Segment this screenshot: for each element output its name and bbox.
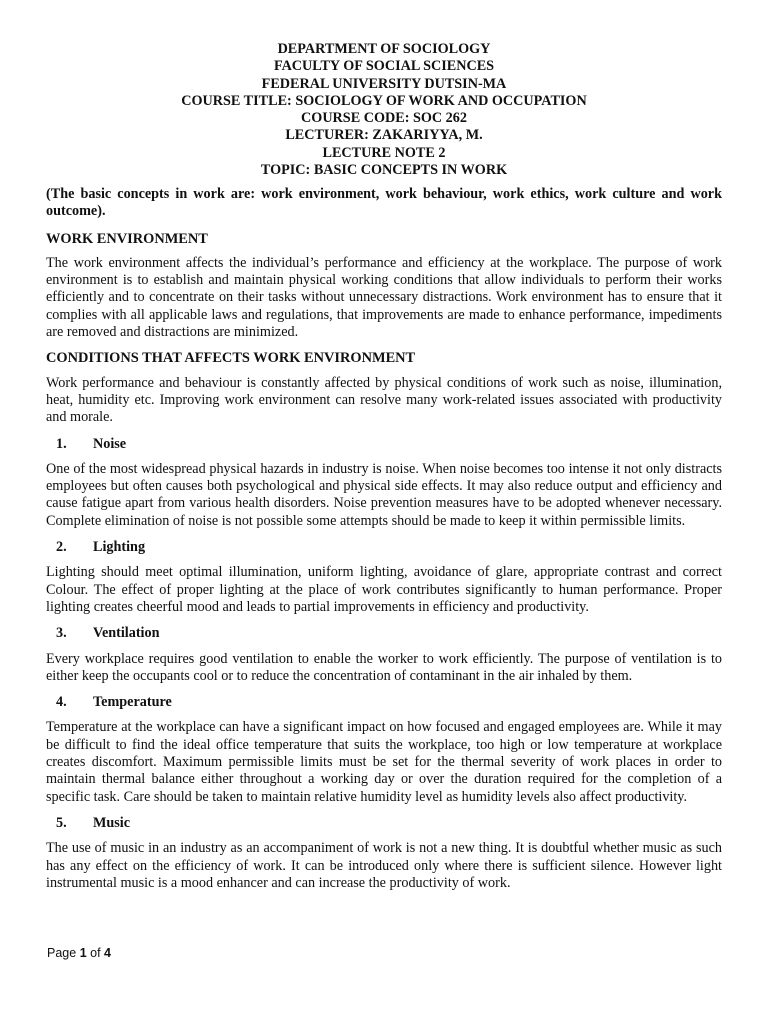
page-word: Page: [47, 946, 77, 960]
item-number: 1.: [56, 435, 67, 452]
header-course-title: COURSE TITLE: SOCIOLOGY OF WORK AND OCCUPATION: [181, 92, 587, 109]
item-temperature-title: [46, 694, 722, 711]
item-title-text: Lighting: [93, 539, 146, 556]
item-lighting-title: [46, 539, 722, 556]
item-number: 5.: [56, 814, 67, 831]
current-page-number: 1: [79, 946, 87, 960]
item-ventilation-text: Every workplace requires good ventilation to enable the worker to work efficiently. The purpose of ventilation is to either keep the occupants cool or to reduce the concentration of contaminant in the air inhaled by them.: [46, 650, 722, 684]
conditions-paragraph: Work performance and behaviour is constantly affected by physical conditions of work such as noise, illumination, heat, humidity etc. Improving work environment can resolve many work-related issues associated with productivity and morale.: [46, 374, 722, 426]
work-environment-heading: WORK ENVIRONMENT: [46, 230, 208, 247]
item-lighting-text: Lighting should meet optimal illumination, uniform lighting, avoidance of glare, appropriate contrast and correct Colour. The effect of proper lighting at the place of work contributes significantly to human performance. Proper lighting creates cheerful mood and leads to partial improvements in efficiency and productivity.: [46, 564, 722, 615]
item-number: 2.: [56, 539, 67, 556]
header-course-code: COURSE CODE: SOC 262: [301, 110, 467, 127]
item-music-text: The use of music in an industry as an accompaniment of work is not a new thing. It is doubtful whether music as such has any effect on the efficiency of work. It can be introduced only where there is sufficient silence. However light instrumental music is a mood enhancer and can increase the productivity of work.: [46, 840, 722, 891]
item-number: 4.: [56, 694, 67, 711]
item-title-text: Ventilation: [93, 625, 160, 642]
of-word: of: [90, 946, 101, 960]
header-lecturer: LECTURER: ZAKARIYYA, M.: [285, 127, 483, 144]
header-university: FEDERAL UNIVERSITY DUTSIN-MA: [261, 75, 507, 92]
item-title-text: Music: [93, 814, 131, 831]
header-faculty: FACULTY OF SOCIAL SCIENCES: [273, 58, 495, 75]
total-pages-number: 4: [104, 946, 111, 960]
item-noise-title: [46, 436, 722, 453]
header-topic: TOPIC: BASIC CONCEPTS IN WORK: [260, 162, 508, 179]
item-ventilation-title: [46, 625, 722, 642]
item-music-title: [46, 815, 722, 832]
intro-paragraph: (The basic concepts in work are: work environment, work behaviour, work ethics, work culture and work outcome).: [46, 186, 722, 220]
conditions-heading: CONDITIONS THAT AFFECTS WORK ENVIRONMENT: [46, 350, 416, 367]
document-body: [46, 186, 722, 901]
item-temperature-text: Temperature at the workplace can have a significant impact on how focused and engaged employees are. While it may be difficult to find the ideal office temperature that suits the workplace, too high or low temperature at workplace creates discomfort. Maximum permissible limits must be set for the thermal severity of work places in order to maintain thermal balance either throughout a working day or over the duration required for the completion of a specific task. Care should be taken to maintain relative humidity level as humidity levels also affect productivity.: [46, 719, 722, 805]
document-header: [46, 41, 722, 179]
item-title-text: Noise: [93, 435, 127, 452]
item-noise-text: One of the most widespread physical hazards in industry is noise. When noise becomes too intense it not only distracts employees but often causes both psychological and physical side effects. It may also reduce output and efficiency and cause fatigue apart from various health disorders. Noise prevention measures have to be adopted whenever necessary. Complete elimination of noise is not possible some attempts should be made to keep it within permissible limits.: [46, 460, 722, 529]
page-number-footer: [47, 946, 111, 960]
item-number: 3.: [56, 625, 67, 642]
header-department: DEPARTMENT OF SOCIOLOGY: [277, 41, 491, 57]
header-lecture-note: LECTURE NOTE 2: [322, 144, 446, 161]
item-title-text: Temperature: [93, 694, 172, 711]
work-environment-paragraph: The work environment affects the individual’s performance and efficiency at the workplace. The purpose of work environment is to establish and maintain physical working conditions that allow individuals to perform their works efficiently and to concentrate on their tasks without unnecessary distractions. Work environment has to ensure that it complies with all applicable laws and regulations, that improvements are made to enhance performance, impediments are removed and distractions are minimized.: [46, 254, 722, 341]
